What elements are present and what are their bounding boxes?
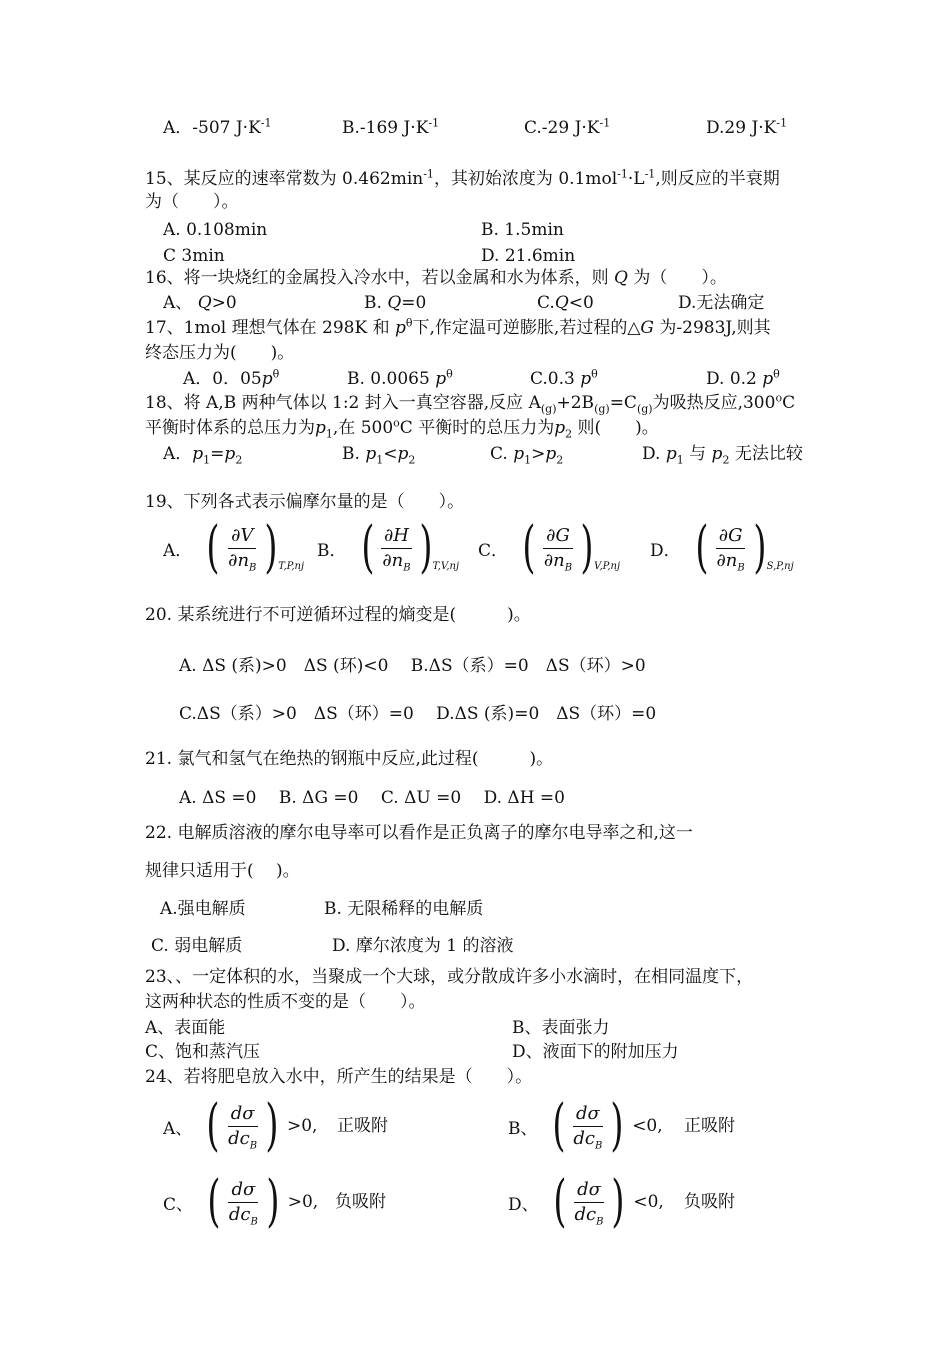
q20-options-line2: C.ΔS（系）>0 ΔS（环）=0 D.ΔS (系)=0 ΔS（环）=0 <box>179 704 657 724</box>
q19-option-b-label: B． <box>317 540 347 561</box>
q24-option-b-result: 正吸附 <box>684 1116 735 1136</box>
q23-option-a: A、表面能 <box>145 1018 226 1038</box>
partial-derivative-g-sp: $\frac{\partial G}{\partial n_B}$ <box>716 524 745 574</box>
q22-option-c: C. 弱电解质 <box>151 936 243 956</box>
q15-stem-line2: 为（ ）。 <box>145 192 239 212</box>
q22-stem-line1: 22. 电解质溶液的摩尔电导率可以看作是正负离子的摩尔电导率之和,这一 <box>145 823 693 843</box>
q21-options: A. ΔS =0 B. ΔG =0 C. ΔU =0 D. ΔH =0 <box>179 788 565 808</box>
q17-option-b: B. 0.0065 $p^\theta$ <box>347 367 453 389</box>
q24-option-c-result: 负吸附 <box>335 1192 386 1212</box>
q16-option-a: A、 Q>0 <box>163 293 237 313</box>
q23-option-c: C、饱和蒸汽压 <box>145 1042 261 1062</box>
q18-option-d: D. $p_1$ 与 $p_2$ 无法比较 <box>642 444 803 467</box>
q14-option-a: A．-507 $J\cdot K^{-1}$ <box>163 116 272 138</box>
q16-stem: 16、将一块烧红的金属投入冷水中，若以金属和水为体系，则 Q 为（ ）。 <box>145 268 727 288</box>
q24-option-b-relation: <0, <box>632 1116 663 1136</box>
q24-option-b-label: B、 <box>508 1118 538 1139</box>
q14-option-b: B.-169 $J\cdot K^{-1}$ <box>342 116 440 138</box>
q19-option-c: C． ( $\frac{\partial G}{\partial n_B}$ ) V,P,nj <box>478 515 621 580</box>
q18-option-c: C. $p_1>p_2$ <box>490 444 564 467</box>
q17-stem-line2: 终态压力为( )。 <box>145 343 295 363</box>
q16-option-d: D.无法确定 <box>678 293 765 313</box>
q24-option-c: C、 ( $\frac{d\sigma}{dc_B}$ ) >0, <box>163 1169 319 1234</box>
q24-option-d-result: 负吸附 <box>684 1192 735 1212</box>
q19-stem: 19、下列各式表示偏摩尔量的是（ ）。 <box>145 492 465 512</box>
derivative-sigma-a: $\frac{d\sigma}{dc_B}$ <box>228 1102 258 1152</box>
q24-option-c-label: C、 <box>163 1194 194 1215</box>
q22-stem-line2: 规律只适用于( )。 <box>145 861 300 881</box>
q19-option-a-label: A． <box>163 540 193 561</box>
q24-option-b: B、 ( $\frac{d\sigma}{dc_B}$ ) <0, <box>508 1093 663 1158</box>
q19-option-c-label: C． <box>478 540 509 561</box>
q17-option-c: C.0.3 $p^\theta$ <box>530 367 598 389</box>
q22-option-b: B. 无限稀释的电解质 <box>324 899 484 919</box>
q24-option-a-relation: >0, <box>286 1116 318 1136</box>
partial-derivative-v: $\frac{\partial V}{\partial n_B}$ <box>228 524 257 574</box>
q20-stem: 20. 某系统进行不可逆循环过程的熵变是( )。 <box>145 605 531 625</box>
derivative-sigma-d: $\frac{d\sigma}{dc_B}$ <box>574 1178 604 1228</box>
q16-option-b: B. Q=0 <box>364 293 427 313</box>
q24-option-d-relation: <0, <box>633 1192 664 1212</box>
q18-stem-line1: 18、将 A,B 两种气体以 1:2 封入一真空容器,反应 $A_{(g)}+2B_{(g)}=C_{(g)}$为吸热反应,300$^o$C <box>145 391 796 416</box>
q18-option-b: B. $p_1<p_2$ <box>342 444 416 467</box>
q19-option-b: B． ( $\frac{\partial H}{\partial n_B}$ ) T,V,nj <box>317 515 460 580</box>
q14-option-d: D.29 $J\cdot K^{-1}$ <box>706 116 788 138</box>
q22-option-d: D. 摩尔浓度为 1 的溶液 <box>332 936 514 956</box>
derivative-sigma-b: $\frac{d\sigma}{dc_B}$ <box>573 1102 603 1152</box>
q19-option-d-label: D． <box>650 540 681 561</box>
q18-option-a: A．$p_1=p_2$ <box>163 444 243 467</box>
q22-option-a: A.强电解质 <box>160 899 246 919</box>
q18-stem-line2: 平衡时体系的总压力为$p_1$,在 500$^o$C 平衡时的总压力为$p_2$ 则( )。 <box>145 416 659 441</box>
q23-stem-line2: 这两种状态的性质不变的是（ ）。 <box>145 992 426 1012</box>
q24-option-a-result: 正吸附 <box>337 1116 388 1136</box>
q17-option-a: A．0．$05p^\theta$ <box>183 367 280 389</box>
q24-option-d: D、 ( $\frac{d\sigma}{dc_B}$ ) <0, <box>508 1169 664 1234</box>
q23-option-d: D、液面下的附加压力 <box>512 1042 679 1062</box>
q14-option-c: C.-29 $J\cdot K^{-1}$ <box>524 116 611 138</box>
q23-option-b: B、表面张力 <box>512 1018 610 1038</box>
q21-stem: 21. 氯气和氢气在绝热的钢瓶中反应,此过程( )。 <box>145 749 554 769</box>
q19-option-a: A． ( $\frac{\partial V}{\partial n_B}$ ) T,P,nj <box>163 515 305 580</box>
q15-option-b: B. 1.5min <box>481 220 564 240</box>
q15-option-c: C 3min <box>163 246 225 266</box>
q24-option-d-label: D、 <box>508 1194 539 1215</box>
q24-option-a-label: A、 <box>163 1118 193 1139</box>
q17-stem-line1: 17、1mol 理想气体在 298K 和 $p^\theta$下,作定温可逆膨胀,若过程的△G 为-2983J,则其 <box>145 316 771 338</box>
q16-option-c: C.Q<0 <box>537 293 594 313</box>
q15-option-d: D. 21.6min <box>481 246 576 266</box>
q23-stem-line1: 23、、一定体积的水，当聚成一个大球，或分散成许多小水滴时，在相同温度下， <box>145 967 754 987</box>
derivative-sigma-c: $\frac{d\sigma}{dc_B}$ <box>228 1178 258 1228</box>
partial-derivative-g-vp: $\frac{\partial G}{\partial n_B}$ <box>543 524 573 574</box>
q20-options-line1: A. ΔS (系)>0 ΔS (环)<0 B.ΔS（系）=0 ΔS（环）>0 <box>179 656 646 676</box>
q17-option-d: D. 0.2 $p^\theta$ <box>706 367 780 389</box>
q24-option-c-relation: >0, <box>287 1192 319 1212</box>
q15-stem-line1: 15、某反应的速率常数为 $0.462\min^{-1}$，其初始浓度为 $0.1mol^{-1}\cdot L^{-1}$,则反应的半衰期 <box>145 167 780 189</box>
q24-option-a: A、 ( $\frac{d\sigma}{dc_B}$ ) >0, <box>163 1098 437 1154</box>
partial-derivative-h: $\frac{\partial H}{\partial n_B}$ <box>382 524 411 574</box>
q24-stem: 24、若将肥皂放入水中，所产生的结果是（ ）。 <box>145 1067 533 1087</box>
q19-option-d: D． ( $\frac{\partial G}{\partial n_B}$ ) S,P,nj <box>650 515 794 580</box>
q15-option-a: A. 0.108min <box>163 220 268 240</box>
